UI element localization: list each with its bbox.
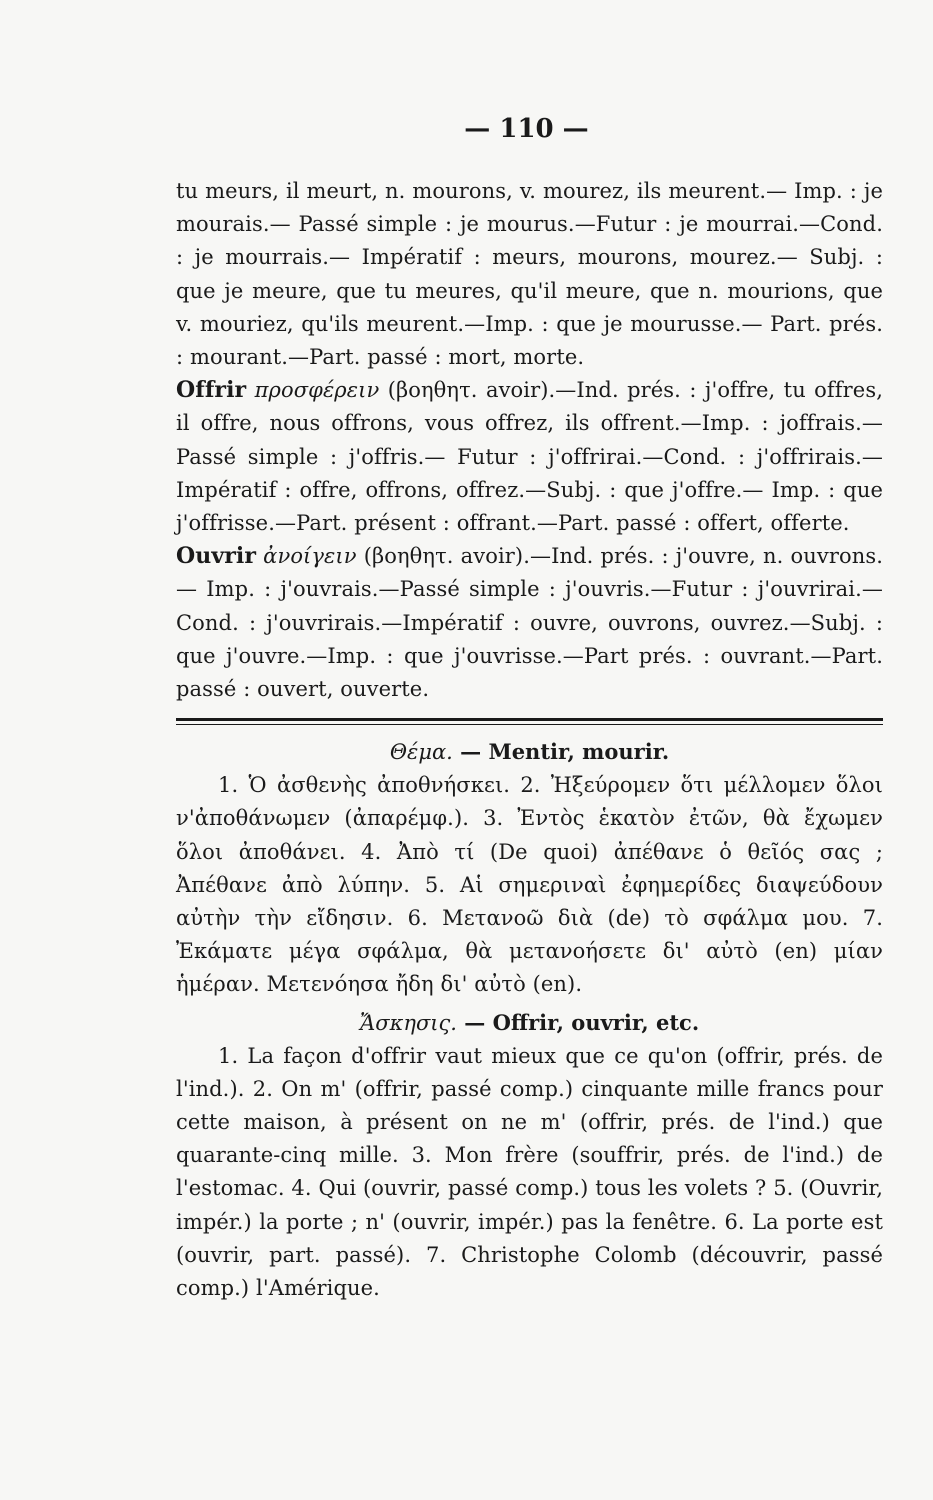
offrir-conjugation: (βοηθητ. avoir).—Ind. prés. : j'offre, tu offres, il offre, nous offrons, vous offrez, ils offrent.—Imp. : joffrais.—Passé simple : j'offris.— Futur : j'offrirai.—Cond. : j'offrirais.—Impératif : offre, offrons, offrez.—Subj. : que j'offre.— Imp. : que j'offrisse.—Part. présent : offrant.—Part. passé : offert, offerte. (176, 378, 883, 536)
askisis-section (176, 1040, 883, 1306)
section-divider (176, 718, 883, 725)
ouvrir-greek: ἀνοίγειν (263, 544, 357, 569)
thema-text: 1. Ὁ ἀσθενὴς ἀποθνήσκει. 2. Ἠξεύρομεν ὅτι μέλλομεν ὅλοι ν'ἀποθάνωμεν (ἀπαρέμφ.). 3. Ἐντὸς ἑκατὸν ἐτῶν, θὰ ἔχωμεν ὅλοι ἀποθάνει. 4. Ἀπὸ τί (De quoi) ἀπέθανε ὁ θεῖός σας ; Ἀπέθανε ἀπὸ λύπην. 5. Αἱ σημεριναὶ ἐφημερίδες διαψεύδουν αὐτὴν τὴν εἴδησιν. 6. Μετανοῶ διὰ (de) τὸ σφάλμα μου. 7. Ἐκάματε μέγα σφάλμα, θὰ μετανοήσετε δι' αὐτὸ (en) μίαν ἡμέραν. Μετενόησα ἤδη δι' αὐτὸ (en). (176, 773, 883, 997)
askisis-label: Ἄσκησις. (359, 1010, 457, 1035)
thema-heading (176, 735, 883, 769)
askisis-title: — Offrir, ouvrir, etc. (464, 1009, 700, 1035)
ouvrir-entry (176, 540, 883, 706)
thema-title: — Mentir, mourir. (460, 739, 670, 765)
thema-label: Θέμα. (389, 740, 453, 765)
askisis-text: 1. La façon d'offrir vaut mieux que ce qu'on (offrir, prés. de l'ind.). 2. On m' (offrir, passé comp.) cinquante mille francs pour cette maison, à présent on ne m' (offrir, prés. de l'ind.) que quarante-cinq mille. 3. Mon frère (souffrir, prés. de l'ind.) de l'estomac. 4. Qui (ouvrir, passé comp.) tous les volets ? 5. (Ouvrir, impér.) la porte ; n' (ouvrir, impér.) pas la fenêtre. 6. La porte est (ouvrir, part. passé). 7. Christophe Colomb (découvrir, passé comp.) l'Amérique. (176, 1043, 883, 1301)
thema-section (176, 769, 883, 1001)
ouvrir-conjugation: (βοηθητ. avoir).—Ind. prés. : j'ouvre, n. ouvrons.— Imp. : j'ouvrais.—Passé simple : j'ouvris.—Futur : j'ouvrirai.—Cond. : j'ouvrirais.—Impératif : ouvre, ouvrons, ouvrez.—Subj. : que j'ouvre.—Imp. : que j'ouvrisse.—Part prés. : ouvrant.—Part. passé : ouvert, ouverte. (176, 544, 883, 702)
mourir-conjugation: tu meurs, il meurt, n. mourons, v. mourez, ils meurent.— Imp. : je mourais.— Passé simple : je mourus.—Futur : je mourrai.—Cond. : je mourrais.— Impératif : meurs, mourons, mourez.— Subj. : que je meure, que tu meures, qu'il meure, que n. mourions, que v. mouriez, qu'ils meurent.—Imp. : que je mourusse.— Part. prés. : mourant.—Part. passé : mort, morte. (176, 179, 883, 370)
offrir-entry (176, 374, 883, 540)
askisis-heading (176, 1006, 883, 1040)
ouvrir-headword: Ouvrir (176, 543, 257, 570)
page-number: — 110 — (464, 114, 589, 144)
offrir-greek: προσφέρειν (254, 378, 380, 403)
offrir-headword: Offrir (176, 377, 247, 404)
page-body (176, 175, 883, 1305)
